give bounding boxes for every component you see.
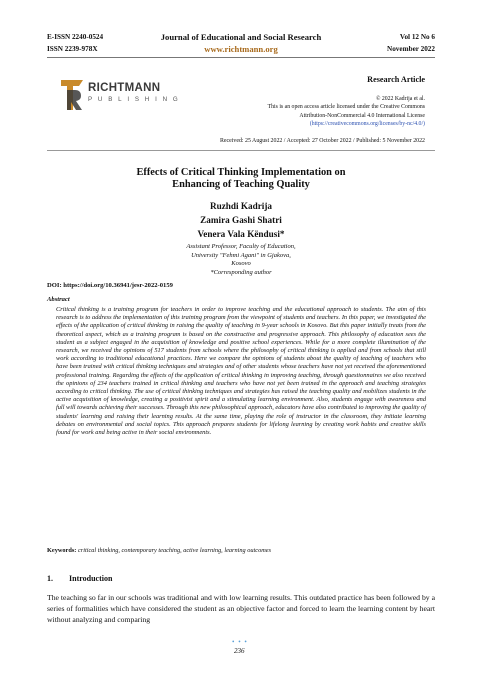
issn-block xyxy=(47,31,103,55)
license-block xyxy=(268,95,425,129)
copyright: © 2022 Kadrija et al. xyxy=(376,96,425,102)
journal-name: Journal of Educational and Social Research xyxy=(160,32,322,42)
issue-date: November 2022 xyxy=(387,45,435,53)
article-type: Research Article xyxy=(367,75,425,84)
article-title xyxy=(60,167,422,191)
license-link[interactable]: (https://creativecommons.org/licenses/by-nc/4.0/) xyxy=(309,121,425,128)
section-number: 1. xyxy=(47,574,53,583)
affiliation-line-1: Assistant Professor, Faculty of Education, xyxy=(186,243,296,250)
author-3: Venera Vala Këndusi* xyxy=(197,229,285,239)
eissn: E-ISSN 2240-0524 xyxy=(47,33,104,41)
page-number: 236 xyxy=(234,647,245,655)
keywords-list: critical thinking, contemporary teaching, active learning, learning outcomes xyxy=(76,547,272,554)
abstract-text: Critical thinking is a training program for teachers in order to improve teaching and the educational approach to students. The aim of this research is to address the implementation of this training program from the viewpoint of students and teachers. In this paper, we investigated the effects of the application of critical thinking in raising the quality of teaching in 9-year schools in Kosovo. But this paper initially treats from the theoretical aspect, which as a training program is based on the constructive and progressive approach. This philosophy of education sees the student as a subject engaged in the acquisition of knowledge and positive school experiences. While for a more complete illumination of the research, we received the opinions of 517 students from schools where the philosophy of critical thinking is applied and from schools that still work according to traditional educational practices. Here we compare the opinions of students about the quality of teaching of teachers who have been trained with critical thinking techniques and strategies and of other students whose teachers have not yet received the aforementioned professional training. Regarding the effects of the application of critical thinking in improving teaching, through questionnaires we also received the opinions of 234 teachers trained in critical thinking and teachers who have not yet been trained in the approach and teaching strategies according to critical thinking. The use of critical thinking techniques and strategies has raised the teaching quality and mobilizes students in the active acquisition of knowledge, creating a positivist spirit and a stimulating learning environment. Also, students engage with awareness and full will towards achieving their successes. Through this new philosophical approach, educators have also contributed to improving the quality of students' learning and raising their learning results. At the same time, playing the role of instructor in the classroom, they initiate learning debates on environmental and social topics. This approach prepares students for lifelong learning by creating work habits and creative skills found for work and being active in their social environments. xyxy=(56,306,426,437)
volume: Vol 12 No 6 xyxy=(399,33,435,41)
journal-block xyxy=(120,31,362,55)
license-line: This is an open access article licensed under the Creative Commons xyxy=(267,104,425,111)
volume-block xyxy=(387,31,435,55)
keywords-label: Keywords: xyxy=(47,547,77,554)
affiliation xyxy=(60,243,422,277)
publisher-subtitle: PUBLISHING xyxy=(88,96,184,103)
author-2: Zamira Gashi Shatri xyxy=(200,215,282,225)
header-divider xyxy=(47,57,435,58)
logo-mark-icon xyxy=(59,78,85,112)
corresponding-author-note: *Corresponding author xyxy=(210,268,272,276)
abstract-heading: Abstract xyxy=(47,296,70,303)
title-line-1: Effects of Critical Thinking Implementation on xyxy=(136,167,346,178)
footer-dots: • • • xyxy=(232,638,248,646)
meta-divider xyxy=(47,150,435,151)
doi-link[interactable]: DOI: https://doi.org/10.36941/jesr-2022-0159 xyxy=(47,282,173,289)
keywords xyxy=(47,547,271,554)
affiliation-line-3: Kosovo xyxy=(231,260,251,268)
section-heading xyxy=(47,574,112,583)
author-1: Ruzhdi Kadrija xyxy=(209,201,273,211)
journal-url-link[interactable]: www.richtmann.org xyxy=(204,44,278,54)
section-title: Introduction xyxy=(69,574,113,583)
body-paragraph: The teaching so far in our schools was traditional and with low learning results. This outdated practice has been followed by a series of formalities which have considered the student as an objective factor and forced to learn the learning content by heart without analyzing and comparing xyxy=(47,593,435,624)
publisher-name: RICHTMANN xyxy=(88,82,161,94)
issn: ISSN 2239-978X xyxy=(47,45,98,53)
affiliation-line-2: University "Fehmi Agani" in Gjakova, xyxy=(191,251,291,259)
license-name: Attribution-NonCommercial 4.0 International License xyxy=(299,112,425,119)
title-line-2: Enhancing of Teaching Quality xyxy=(172,179,310,190)
publication-dates: Received: 25 August 2022 / Accepted: 27 October 2022 / Published: 5 November 2022 xyxy=(220,138,425,144)
